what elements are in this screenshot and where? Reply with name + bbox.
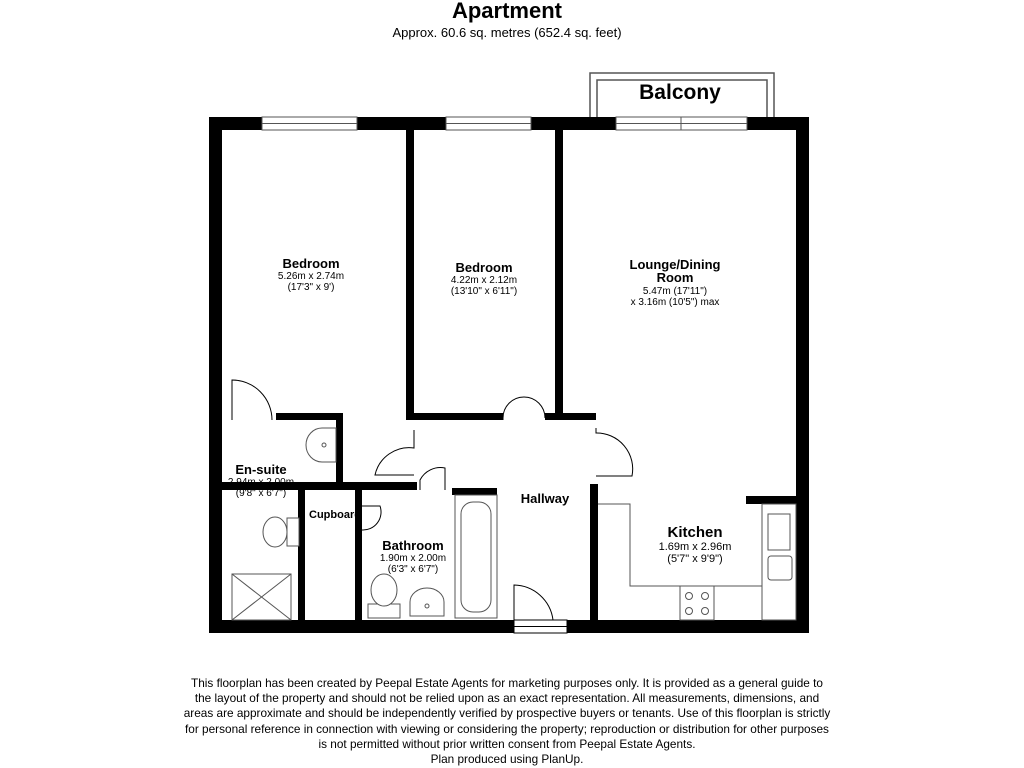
disclaimer-line: This floorplan has been created by Peepal Estate Agents for marketing purposes only. It is provided as a general guide to [191, 676, 823, 690]
lounge-label [630, 257, 721, 308]
cupboard-label: Cupboard [309, 509, 361, 521]
bedroom-2-imperial: (13'10" x 6'11") [450, 286, 518, 297]
bathroom-name: Bathroom [382, 538, 444, 553]
bedroom-1-imperial: (17'3" x 9') [287, 282, 335, 293]
disclaimer-line: areas are approximate and should be independently verified by prospective buyers or tenants. Use of this floorplan is strictly [183, 706, 831, 721]
ensuite-name: En-suite [235, 462, 287, 477]
kitchen-name: Kitchen [667, 524, 723, 541]
bedroom-1-label [278, 256, 344, 293]
plan-title: Apartment [451, 0, 562, 23]
disclaimer-line: for personal reference in connection with viewing or considering the property; reproduction or distribution for other purposes [185, 721, 829, 736]
windows [262, 117, 747, 130]
ensuite-label [228, 462, 294, 499]
disclaimer-line: is not permitted without prior written consent from Peepal Estate Agents. [318, 736, 696, 751]
kitchen-imperial: (5'7" x 9'9") [667, 553, 723, 565]
bedroom-2-metric: 4.22m x 2.12m [450, 275, 518, 286]
ensuite-imperial: (9'8" x 6'7") [235, 488, 287, 499]
balcony-label: Balcony [639, 81, 721, 104]
lounge-name-line2: Room [656, 270, 694, 285]
disclaimer [150, 676, 864, 767]
plan-area-subtitle: Approx. 60.6 sq. metres (652.4 sq. feet) [392, 25, 622, 40]
bedroom-2-label [451, 260, 517, 297]
bedroom-1-metric: 5.26m x 2.74m [277, 271, 345, 282]
bathroom-metric: 1.90m x 2.00m [379, 553, 447, 564]
bedroom-2-name: Bedroom [455, 260, 513, 275]
lounge-dim-line1: 5.47m (17'11") [642, 286, 708, 297]
ensuite-metric: 2.94m x 2.00m [227, 477, 295, 488]
kitchen-label [659, 524, 732, 565]
bathroom-imperial: (6'3" x 6'7") [387, 564, 439, 575]
kitchen-metric: 1.69m x 2.96m [658, 541, 732, 553]
bedroom-1-name: Bedroom [282, 256, 340, 271]
lounge-name-line1: Lounge/Dining [629, 257, 721, 272]
lounge-dim-line2: x 3.16m (10'5") max [630, 297, 720, 308]
hallway-label: Hallway [520, 491, 570, 506]
plan-credit: Plan produced using PlanUp. [430, 752, 584, 767]
disclaimer-line: the layout of the property and should not be relied upon as an exact representation. All measurements, dimensions, and [194, 691, 820, 706]
bathroom-label [380, 538, 446, 575]
